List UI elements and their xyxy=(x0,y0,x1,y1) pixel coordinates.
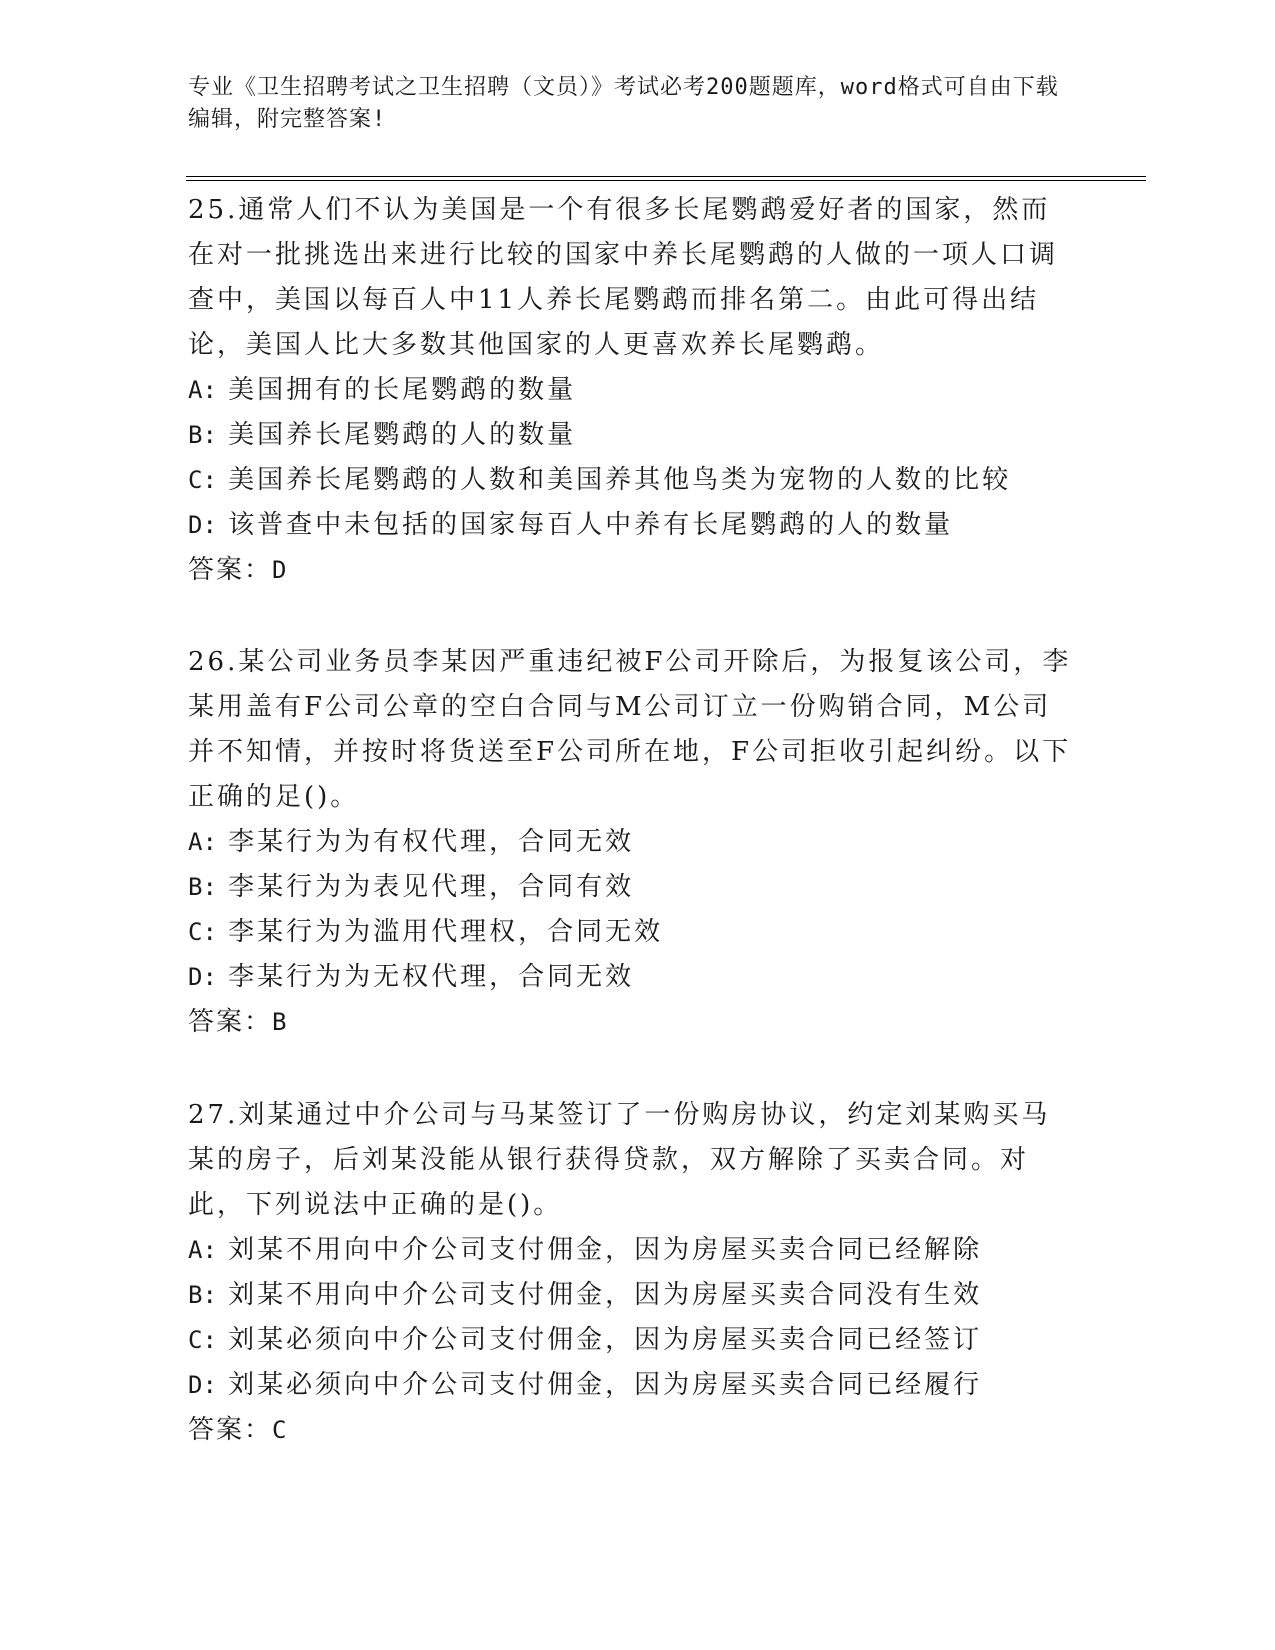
option-letter: D: xyxy=(188,963,217,991)
option-text: 李某行为为表见代理，合同有效 xyxy=(228,872,635,902)
option-text: 美国养长尾鹦鹉的人数和美国养其他鸟类为宠物的人数的比较 xyxy=(228,465,1012,495)
answer-value: B xyxy=(272,1008,289,1036)
option-letter: C: xyxy=(188,1326,217,1354)
answer-value: C xyxy=(272,1416,289,1444)
header-divider xyxy=(186,176,1146,181)
option-c xyxy=(188,910,1078,955)
answer-line xyxy=(188,1000,1078,1045)
option-a xyxy=(188,368,1078,413)
option-text: 刘某必须向中介公司支付佣金，因为房屋买卖合同已经履行 xyxy=(228,1370,983,1400)
option-b xyxy=(188,413,1078,458)
option-letter: A: xyxy=(188,828,217,856)
answer-value: D xyxy=(272,556,289,584)
question-stem: 25.通常人们不认为美国是一个有很多长尾鹦鹉爱好者的国家，然而在对一批挑选出来进行比较的国家中养长尾鹦鹉的人做的一项人口调查中，美国以每百人中11人养长尾鹦鹉而排名第二。由此可得出结论，美国人比大多数其他国家的人更喜欢养长尾鹦鹉。 xyxy=(188,195,1059,360)
question-stem: 27.刘某通过中介公司与马某签订了一份购房协议，约定刘某购买马某的房子，后刘某没能从银行获得贷款，双方解除了买卖合同。对此，下列说法中正确的是()。 xyxy=(188,1100,1051,1220)
option-letter: B: xyxy=(188,873,217,901)
option-letter: D: xyxy=(188,1371,217,1399)
option-letter: A: xyxy=(188,376,217,404)
question-27 xyxy=(188,1093,1078,1453)
answer-label: 答案： xyxy=(188,1007,273,1037)
option-letter: C: xyxy=(188,918,217,946)
option-a xyxy=(188,820,1078,865)
option-d xyxy=(188,955,1078,1000)
option-b xyxy=(188,865,1078,910)
question-25 xyxy=(188,188,1078,593)
option-text: 李某行为为滥用代理权，合同无效 xyxy=(228,917,664,947)
answer-label: 答案： xyxy=(188,555,273,585)
option-letter: A: xyxy=(188,1236,217,1264)
option-c xyxy=(188,1318,1078,1363)
option-text: 刘某必须向中介公司支付佣金，因为房屋买卖合同已经签订 xyxy=(228,1325,983,1355)
answer-line xyxy=(188,1408,1078,1453)
option-d xyxy=(188,503,1078,548)
option-text: 李某行为为有权代理，合同无效 xyxy=(228,827,635,857)
option-d xyxy=(188,1363,1078,1408)
question-stem: 26.某公司业务员李某因严重违纪被F公司开除后，为报复该公司，李某用盖有F公司公章的空白合同与M公司订立一份购销合同，M公司并不知情，并按时将货送至F公司所在地，F公司拒收引起纠纷。以下正确的足()。 xyxy=(188,647,1072,812)
option-a xyxy=(188,1228,1078,1273)
option-text: 刘某不用向中介公司支付佣金，因为房屋买卖合同已经解除 xyxy=(228,1235,983,1265)
page-header: 专业《卫生招聘考试之卫生招聘（文员）》考试必考200题题库，word格式可自由下载编辑，附完整答案! xyxy=(188,75,1059,132)
option-text: 美国养长尾鹦鹉的人的数量 xyxy=(228,420,577,450)
question-26 xyxy=(188,640,1078,1045)
option-text: 李某行为为无权代理，合同无效 xyxy=(228,962,635,992)
answer-label: 答案： xyxy=(188,1415,273,1445)
option-letter: B: xyxy=(188,421,217,449)
option-letter: D: xyxy=(188,511,217,539)
option-letter: C: xyxy=(188,466,217,494)
answer-line xyxy=(188,548,1078,593)
option-text: 美国拥有的长尾鹦鹉的数量 xyxy=(228,375,577,405)
option-text: 刘某不用向中介公司支付佣金，因为房屋买卖合同没有生效 xyxy=(228,1280,983,1310)
option-letter: B: xyxy=(188,1281,217,1309)
option-c xyxy=(188,458,1078,503)
option-b xyxy=(188,1273,1078,1318)
option-text: 该普查中未包括的国家每百人中养有长尾鹦鹉的人的数量 xyxy=(228,510,954,540)
